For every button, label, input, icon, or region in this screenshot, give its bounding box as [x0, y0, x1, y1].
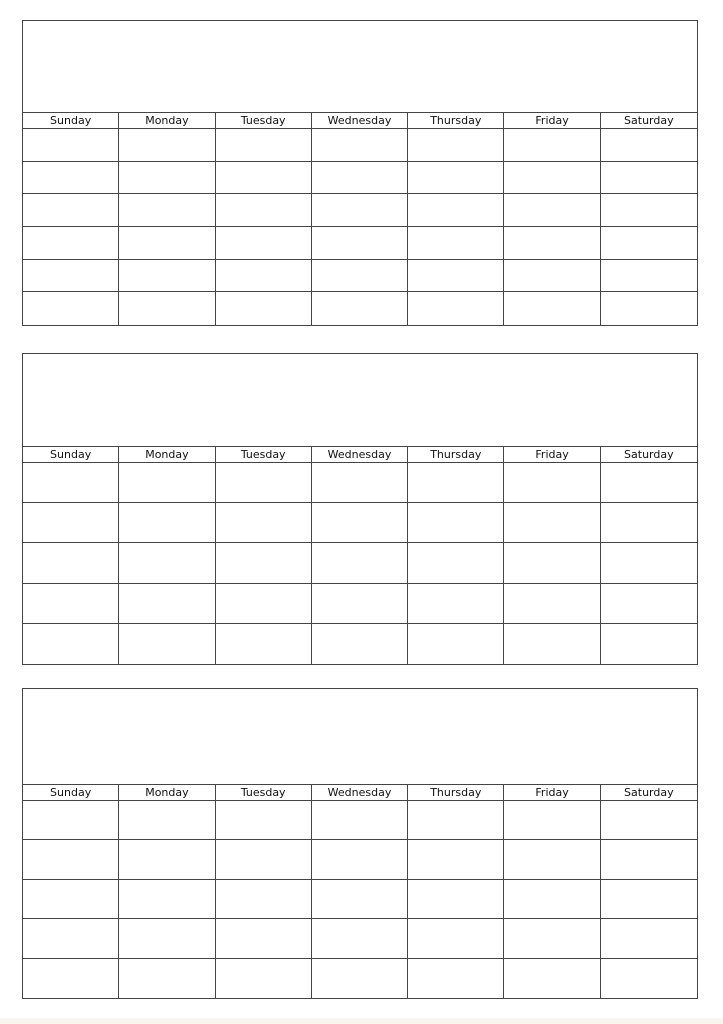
day-cell — [601, 584, 697, 624]
day-cell — [312, 227, 408, 260]
day-cell — [408, 260, 504, 293]
day-cell — [504, 584, 600, 624]
weekday-header-row — [23, 785, 697, 801]
day-cell — [312, 292, 408, 325]
weekday-label-thursday: Thursday — [408, 447, 504, 463]
day-cell — [601, 260, 697, 293]
day-cell — [119, 801, 215, 840]
day-cell — [216, 543, 312, 583]
weekday-label-monday: Monday — [119, 447, 215, 463]
day-cell — [601, 543, 697, 583]
day-cell — [119, 292, 215, 325]
day-cell — [601, 801, 697, 840]
day-cell — [216, 959, 312, 998]
day-cell — [601, 503, 697, 543]
day-cell — [23, 194, 119, 227]
day-cell — [408, 624, 504, 664]
day-cell — [216, 503, 312, 543]
day-cell — [408, 463, 504, 503]
day-cell — [408, 880, 504, 919]
day-cell — [216, 840, 312, 879]
month-title-area — [23, 354, 697, 447]
day-cell — [504, 959, 600, 998]
weekday-label-wednesday: Wednesday — [312, 113, 408, 129]
day-cell — [504, 129, 600, 162]
day-cell — [408, 959, 504, 998]
day-grid — [23, 129, 697, 325]
day-cell — [312, 801, 408, 840]
day-cell — [312, 463, 408, 503]
day-cell — [312, 194, 408, 227]
day-cell — [601, 129, 697, 162]
day-cell — [504, 624, 600, 664]
day-cell — [119, 840, 215, 879]
day-cell — [216, 162, 312, 195]
day-cell — [23, 227, 119, 260]
day-cell — [216, 129, 312, 162]
day-cell — [601, 194, 697, 227]
month-title-area — [23, 689, 697, 785]
day-cell — [216, 919, 312, 958]
day-cell — [408, 584, 504, 624]
day-cell — [601, 840, 697, 879]
weekday-label-tuesday: Tuesday — [216, 113, 312, 129]
day-cell — [216, 624, 312, 664]
day-cell — [312, 624, 408, 664]
day-cell — [601, 292, 697, 325]
day-cell — [408, 919, 504, 958]
day-cell — [601, 624, 697, 664]
weekday-label-friday: Friday — [504, 447, 600, 463]
day-cell — [119, 543, 215, 583]
day-cell — [23, 503, 119, 543]
day-cell — [312, 840, 408, 879]
day-cell — [216, 880, 312, 919]
day-cell — [23, 543, 119, 583]
day-cell — [23, 919, 119, 958]
day-cell — [119, 162, 215, 195]
day-cell — [408, 129, 504, 162]
day-cell — [216, 227, 312, 260]
day-cell — [408, 801, 504, 840]
day-grid — [23, 801, 697, 998]
weekday-label-saturday: Saturday — [601, 113, 697, 129]
day-cell — [119, 503, 215, 543]
day-cell — [504, 919, 600, 958]
day-cell — [23, 880, 119, 919]
day-cell — [408, 227, 504, 260]
day-cell — [408, 292, 504, 325]
weekday-label-monday: Monday — [119, 113, 215, 129]
day-cell — [504, 801, 600, 840]
month-calendar-3 — [22, 688, 698, 999]
day-cell — [312, 162, 408, 195]
day-cell — [312, 543, 408, 583]
day-cell — [119, 919, 215, 958]
day-cell — [408, 162, 504, 195]
day-cell — [23, 129, 119, 162]
day-cell — [312, 260, 408, 293]
day-cell — [504, 292, 600, 325]
day-cell — [119, 260, 215, 293]
day-cell — [23, 624, 119, 664]
day-cell — [23, 959, 119, 998]
weekday-label-thursday: Thursday — [408, 785, 504, 801]
day-cell — [23, 840, 119, 879]
weekday-header-row — [23, 447, 697, 463]
weekday-label-wednesday: Wednesday — [312, 785, 408, 801]
weekday-label-friday: Friday — [504, 785, 600, 801]
day-cell — [119, 959, 215, 998]
day-grid — [23, 463, 697, 664]
day-cell — [504, 463, 600, 503]
weekday-label-tuesday: Tuesday — [216, 785, 312, 801]
day-cell — [504, 260, 600, 293]
day-cell — [216, 260, 312, 293]
day-cell — [408, 503, 504, 543]
day-cell — [23, 260, 119, 293]
day-cell — [601, 919, 697, 958]
page-bottom-strip — [0, 1018, 723, 1024]
day-cell — [504, 227, 600, 260]
day-cell — [312, 959, 408, 998]
weekday-label-sunday: Sunday — [23, 113, 119, 129]
month-calendar-1 — [22, 20, 698, 326]
weekday-header-row — [23, 113, 697, 129]
day-cell — [601, 880, 697, 919]
day-cell — [119, 624, 215, 664]
day-cell — [504, 194, 600, 227]
day-cell — [408, 194, 504, 227]
day-cell — [119, 129, 215, 162]
day-cell — [119, 227, 215, 260]
month-title-area — [23, 21, 697, 113]
day-cell — [408, 840, 504, 879]
day-cell — [601, 162, 697, 195]
weekday-label-sunday: Sunday — [23, 447, 119, 463]
day-cell — [408, 543, 504, 583]
day-cell — [119, 463, 215, 503]
day-cell — [312, 919, 408, 958]
weekday-label-saturday: Saturday — [601, 447, 697, 463]
day-cell — [601, 463, 697, 503]
weekday-label-friday: Friday — [504, 113, 600, 129]
weekday-label-wednesday: Wednesday — [312, 447, 408, 463]
day-cell — [23, 292, 119, 325]
day-cell — [23, 463, 119, 503]
day-cell — [601, 227, 697, 260]
month-calendar-2 — [22, 353, 698, 665]
weekday-label-sunday: Sunday — [23, 785, 119, 801]
day-cell — [504, 503, 600, 543]
day-cell — [216, 463, 312, 503]
weekday-label-monday: Monday — [119, 785, 215, 801]
weekday-label-saturday: Saturday — [601, 785, 697, 801]
day-cell — [504, 162, 600, 195]
day-cell — [504, 880, 600, 919]
day-cell — [23, 162, 119, 195]
day-cell — [312, 584, 408, 624]
day-cell — [216, 292, 312, 325]
day-cell — [23, 584, 119, 624]
day-cell — [312, 503, 408, 543]
day-cell — [119, 584, 215, 624]
day-cell — [119, 194, 215, 227]
day-cell — [504, 543, 600, 583]
day-cell — [312, 880, 408, 919]
day-cell — [216, 194, 312, 227]
day-cell — [601, 959, 697, 998]
weekday-label-tuesday: Tuesday — [216, 447, 312, 463]
day-cell — [504, 840, 600, 879]
day-cell — [119, 880, 215, 919]
day-cell — [216, 584, 312, 624]
weekday-label-thursday: Thursday — [408, 113, 504, 129]
day-cell — [216, 801, 312, 840]
day-cell — [312, 129, 408, 162]
day-cell — [23, 801, 119, 840]
